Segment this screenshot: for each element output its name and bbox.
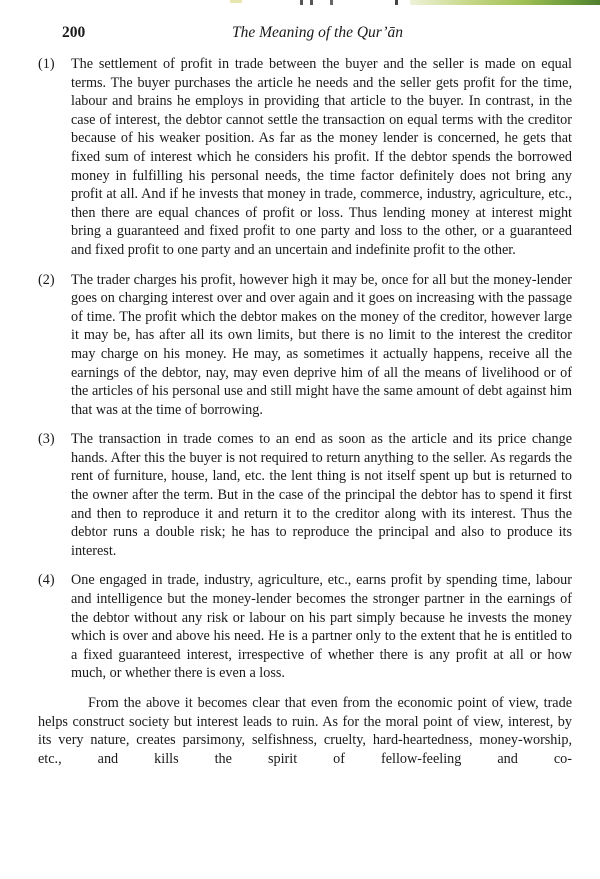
running-head bbox=[62, 24, 542, 44]
cover-edge-artifact bbox=[410, 0, 600, 5]
scan-artifact bbox=[330, 0, 333, 5]
page-body bbox=[38, 55, 572, 783]
point-text: The settlement of profit in trade between the buyer and the seller is made on equal terms. The buyer purchases the article he needs and the seller gets profit for the time, labour and brains he employs in providing that article to the buyer. In contrast, in the case of interest, the debtor cannot settle the transaction on equal terms with the creditor because of his weaker position. As far as the money lender is concerned, he gets that fixed sum of interest which he considers his profit. If the debtor spends the borrowed money in fulfilling his personal needs, the time factor definitely does not bring any profit at all. And if he invests that money in trade, commerce, industry, agriculture, etc., then there are equal chances of profit or loss. Thus lending money at interest might bring a guaranteed and fixed profit to one party and loss to the other, or a guaranteed and fixed profit to one party and an uncertain and indefinite profit to the other. bbox=[71, 56, 572, 258]
scan-top-edge bbox=[0, 0, 600, 6]
numbered-point-3 bbox=[38, 430, 572, 560]
scan-artifact bbox=[310, 0, 313, 5]
scan-artifact bbox=[395, 0, 398, 5]
point-text: The trader charges his profit, however high it may be, once for all but the money-lender goes on charging interest over and over again and it goes on increasing with the passage of time. The profit which the debtor makes on the money of the creditor, however large it may be, has after all its own limits, but there is no limit to the interest the creditor may charge on his money. He may, as sometimes it actually happens, receive all the earnings of the debtor, nay, may even deprive him of all the means of livelihood or of the articles of his personal use and still might have the same amount of debt against him that was at the time of borrowing. bbox=[71, 271, 572, 418]
point-text: The transaction in trade comes to an end as soon as the article and its price change hands. After this the buyer is not required to return anything to the seller. As regards the rent of furniture, house, land, etc. the lent thing is not itself spent up but is returned to the owner after the term. But in the case of the principal the debtor has to spend it first and then to reproduce it and return it to the creditor along with its interest. Thus the debtor runs a double risk; he has to reproduce the principal and also to produce its interest. bbox=[71, 431, 572, 559]
page-number: 200 bbox=[62, 24, 86, 41]
point-number: (3) bbox=[38, 431, 55, 448]
scan-artifact bbox=[300, 0, 303, 5]
numbered-point-2 bbox=[38, 271, 572, 420]
scan-artifact bbox=[230, 0, 242, 3]
closing-paragraph: From the above it becomes clear that even from the economic point of view, trade helps construct society but interest leads to ruin. As for the moral point of view, interest, by its very nature, creates parsimony, selfishness, cruelty, hard-heartedness, money-worship, etc., and kills the spirit of fellow-feeling and co- bbox=[38, 695, 572, 767]
point-text: One engaged in trade, industry, agriculture, etc., earns profit by spending time, labour and intelligence but the money-lender becomes the stronger partner in the earnings of the debtor without any risk or labour on his part simply because he invests the money which is over and above his need. He is a partner only to the extent that he is entitled to a fixed guaranteed interest, irrespective of whether there is any profit at all or how much, or whether there is even a loss. bbox=[71, 572, 572, 682]
point-number: (1) bbox=[38, 56, 55, 72]
point-number: (4) bbox=[38, 572, 55, 589]
numbered-point-1 bbox=[38, 55, 572, 260]
book-title: The Meaning of the Qur’ān bbox=[232, 24, 404, 41]
numbered-point-4 bbox=[38, 571, 572, 683]
point-number: (2) bbox=[38, 271, 55, 288]
